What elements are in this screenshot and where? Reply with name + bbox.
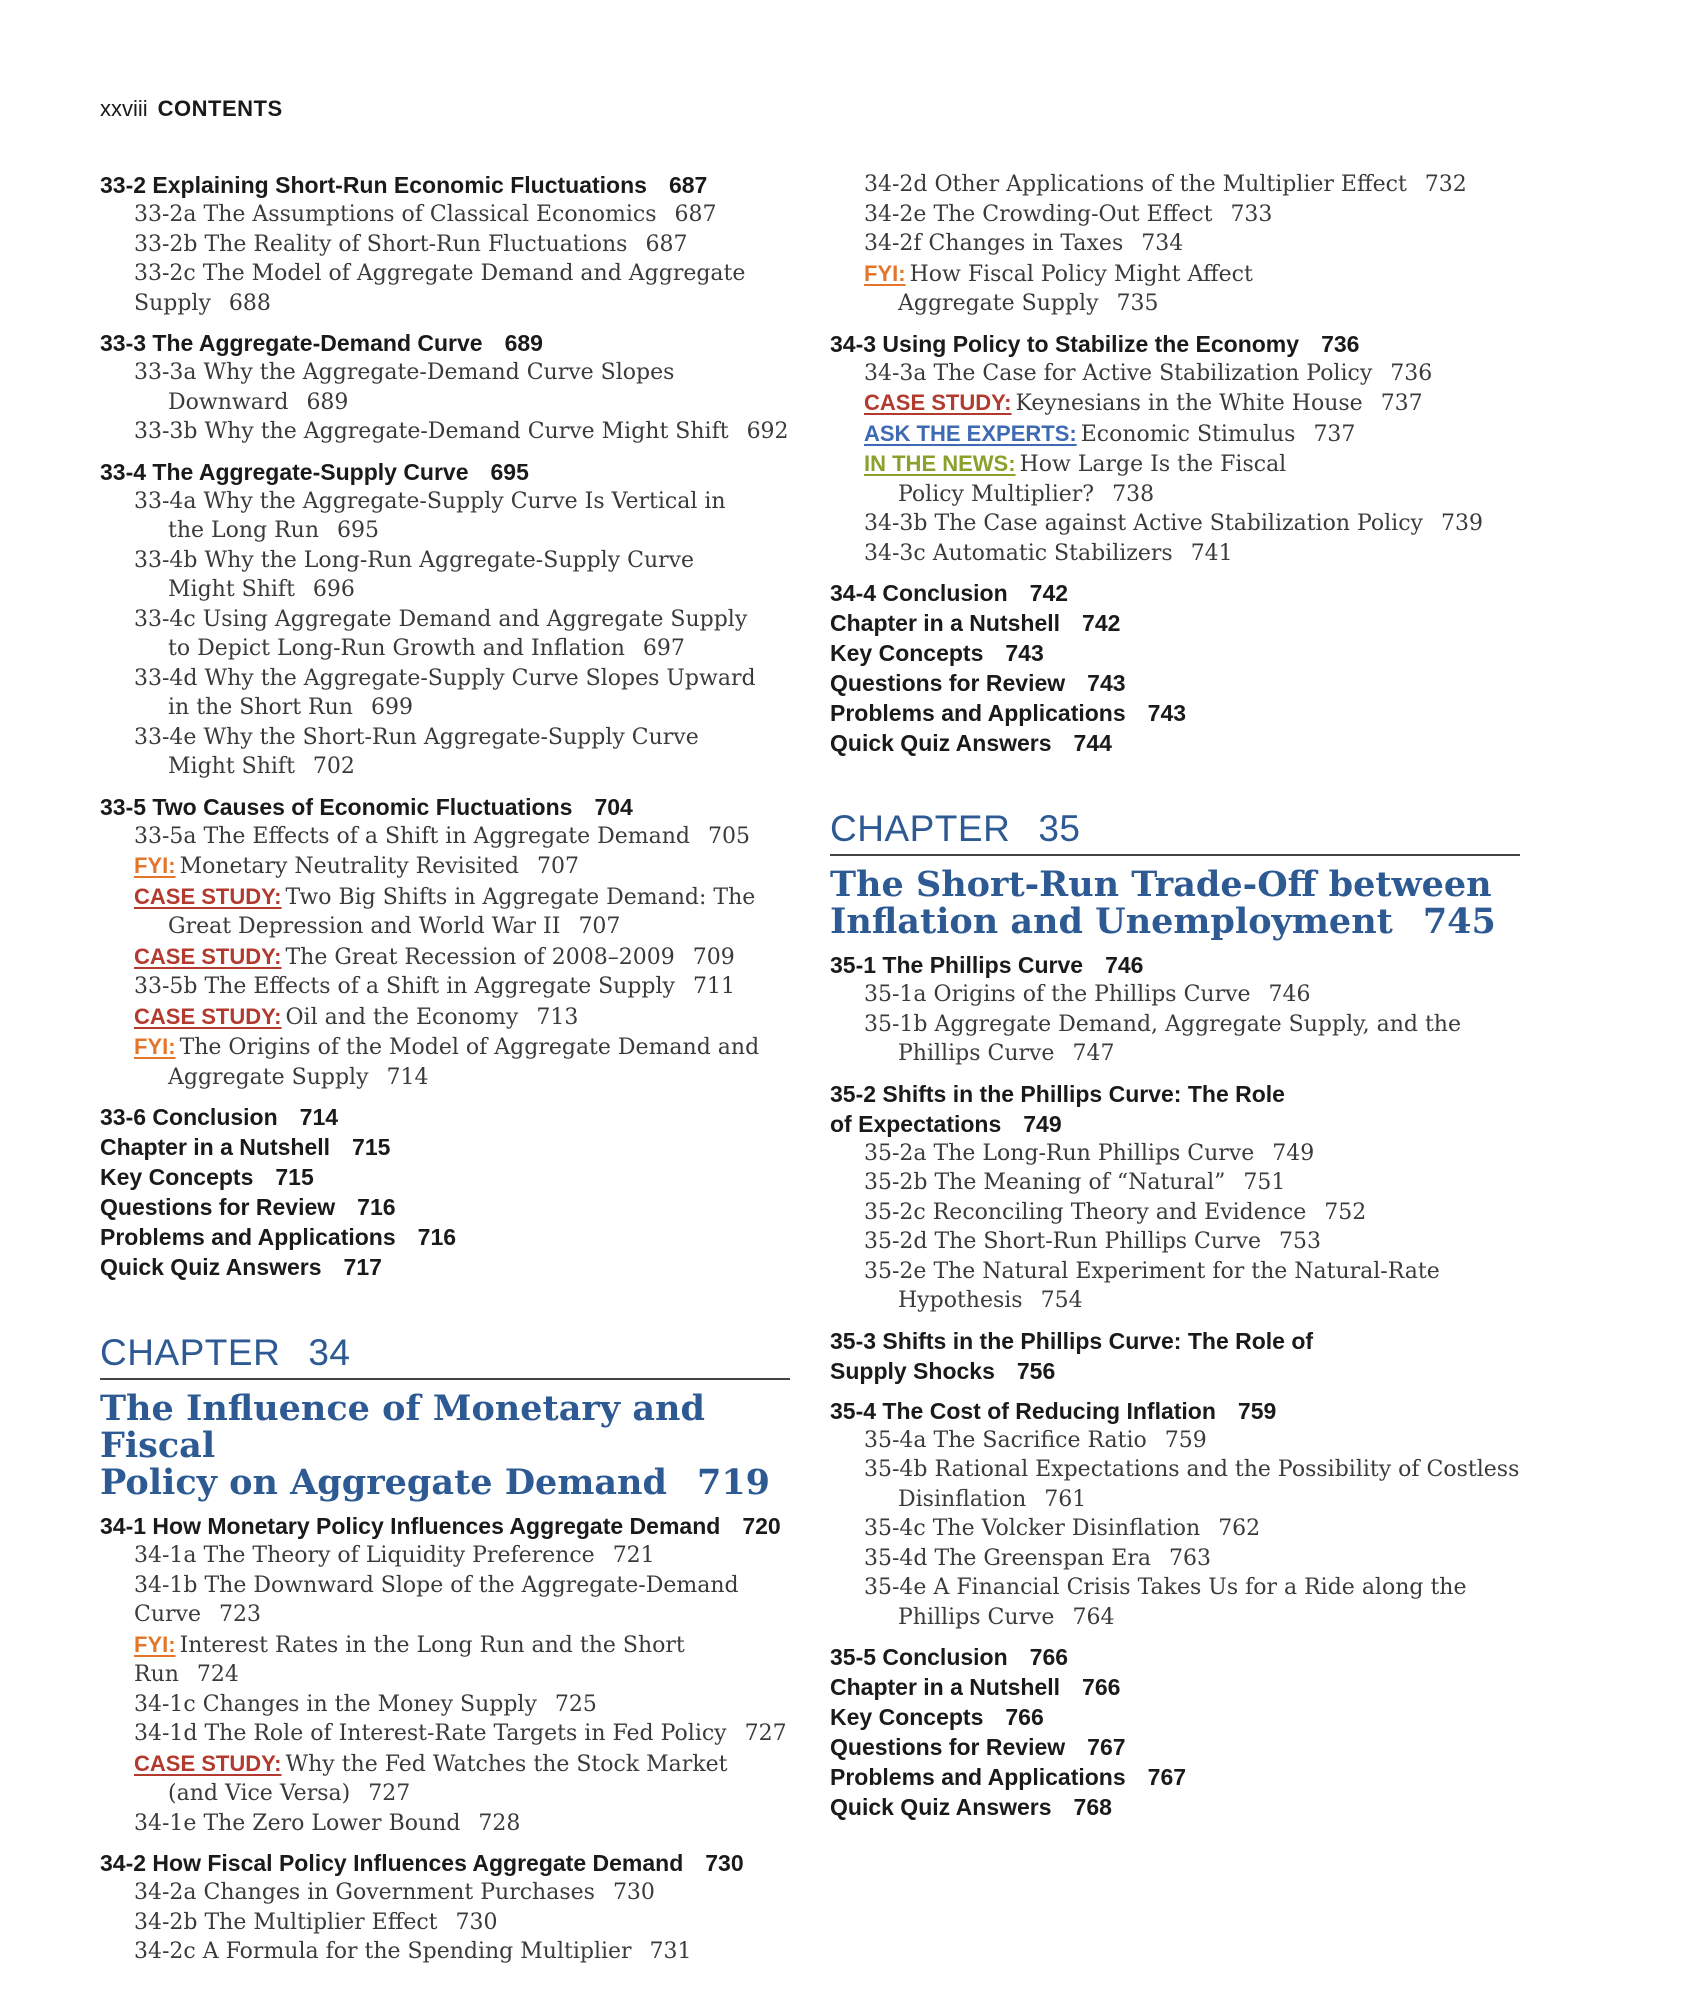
end-matter-page-number: 716 bbox=[417, 1224, 457, 1250]
subsection-title: How Fiscal Policy Might Affect bbox=[909, 261, 1253, 287]
end-matter-title: 34-4 Conclusion bbox=[830, 580, 1008, 606]
case-study-label: CASE STUDY: bbox=[134, 1003, 282, 1029]
subsection-page-number: 727 bbox=[744, 1721, 787, 1746]
end-matter-item[interactable] bbox=[830, 1732, 1520, 1762]
section-title: 34-3 Using Policy to Stabilize the Economy bbox=[830, 330, 1300, 357]
subsection-page-number: 759 bbox=[1164, 1427, 1207, 1453]
subsection-title-continued bbox=[864, 1039, 1520, 1069]
chapter-label: CHAPTER bbox=[100, 1332, 281, 1373]
subsection-title-continued-text: the Long Run bbox=[168, 518, 320, 543]
subsection-entry[interactable] bbox=[100, 942, 790, 973]
end-matter-page-number: 743 bbox=[1147, 700, 1187, 726]
subsection-entry[interactable] bbox=[100, 1032, 790, 1092]
subsection-entry[interactable] bbox=[830, 1227, 1520, 1257]
section-heading[interactable] bbox=[830, 950, 1520, 980]
subsection-title: Why the Fed Watches the Stock Market bbox=[285, 1751, 728, 1777]
subsection-title-continued-text: Disinflation bbox=[898, 1486, 1027, 1512]
section-page-number: 704 bbox=[594, 793, 633, 820]
subsection-entry[interactable] bbox=[100, 882, 790, 942]
subsection-title-continued-text: Phillips Curve bbox=[898, 1604, 1055, 1630]
subsection-title-continued bbox=[864, 1603, 1520, 1633]
subsection-page-number: 736 bbox=[1390, 360, 1433, 386]
subsection-entry[interactable] bbox=[830, 980, 1520, 1010]
subsection-title-continued bbox=[134, 634, 790, 664]
subsection-title: The Origins of the Model of Aggregate Demand and bbox=[179, 1035, 760, 1060]
subsection-title: 33-3a Why the Aggregate-Demand Curve Slopes bbox=[134, 360, 675, 385]
subsection-title-continued-text: Great Depression and World War II bbox=[168, 914, 561, 939]
subsection-entry[interactable] bbox=[830, 1139, 1520, 1169]
section-title: 33-2 Explaining Short-Run Economic Fluctuations bbox=[100, 172, 647, 198]
section-page-number: 759 bbox=[1237, 1397, 1277, 1424]
subsection-page-number: 751 bbox=[1243, 1170, 1286, 1195]
subsection-title-continued bbox=[134, 1779, 790, 1809]
section-page-number: 736 bbox=[1321, 330, 1360, 357]
page-title: CONTENTS bbox=[157, 96, 283, 121]
end-matter-page-number: 766 bbox=[1082, 1674, 1121, 1700]
subsection-title: 34-2e The Crowding-Out Effect bbox=[864, 201, 1213, 227]
subsection-page-number: 705 bbox=[708, 823, 751, 849]
subsection-page-number: 754 bbox=[1040, 1288, 1083, 1313]
section-title: 35-2 Shifts in the Phillips Curve: The Role bbox=[830, 1080, 1285, 1107]
subsection-entry[interactable] bbox=[830, 388, 1520, 419]
end-matter-item[interactable] bbox=[830, 578, 1520, 608]
subsection-page-number: 734 bbox=[1141, 231, 1184, 256]
subsection-entry[interactable] bbox=[100, 1719, 790, 1749]
chapter-page-number: 745 bbox=[1422, 901, 1496, 942]
subsection-page-number: 733 bbox=[1230, 201, 1273, 227]
end-matter-page-number: 715 bbox=[352, 1134, 391, 1160]
fyi-label: FYI: bbox=[864, 260, 906, 286]
subsection-page-number: 738 bbox=[1112, 481, 1155, 507]
subsection-entry[interactable] bbox=[830, 1544, 1520, 1574]
case-study-label: CASE STUDY: bbox=[134, 943, 282, 969]
end-matter-page-number: 766 bbox=[1029, 1644, 1069, 1670]
subsection-entry[interactable] bbox=[100, 822, 790, 852]
section-title-continued: Supply Shocks bbox=[830, 1357, 995, 1384]
end-matter-title: Chapter in a Nutshell bbox=[830, 1674, 1061, 1700]
subsection-title-continued-text: Phillips Curve bbox=[898, 1041, 1055, 1066]
end-matter-item[interactable] bbox=[100, 1222, 790, 1252]
subsection-entry[interactable] bbox=[830, 509, 1520, 539]
end-matter-page-number: 743 bbox=[1087, 670, 1126, 696]
chapter-label: CHAPTER bbox=[830, 808, 1011, 849]
case-study-label: CASE STUDY: bbox=[134, 883, 282, 909]
subsection-title-continued bbox=[134, 693, 790, 723]
end-matter-item[interactable] bbox=[830, 728, 1520, 758]
subsection-page-number: 752 bbox=[1324, 1199, 1367, 1225]
subsection-title: 33-4c Using Aggregate Demand and Aggregate Supply bbox=[134, 606, 748, 632]
subsection-title: 34-3c Automatic Stabilizers bbox=[864, 540, 1173, 566]
subsection-page-number: 724 bbox=[196, 1662, 239, 1687]
subsection-title-continued-text: Aggregate Supply bbox=[898, 291, 1099, 316]
subsection-title-continued-text: to Depict Long-Run Growth and Inflation bbox=[168, 636, 625, 661]
section-heading[interactable] bbox=[830, 1396, 1520, 1426]
subsection-title: Keynesians in the White House bbox=[1015, 391, 1363, 416]
subsection-page-number: 696 bbox=[312, 577, 355, 602]
chapter-title-line1: The Short-Run Trade-Off between bbox=[830, 864, 1492, 905]
subsection-page-number: 747 bbox=[1072, 1041, 1115, 1066]
subsection-title: 33-4a Why the Aggregate-Supply Curve Is Vertical in bbox=[134, 488, 726, 514]
end-matter-title: Quick Quiz Answers bbox=[100, 1254, 322, 1280]
subsection-title: 33-4e Why the Short-Run Aggregate-Supply Curve bbox=[134, 724, 699, 750]
subsection-page-number: 688 bbox=[228, 290, 271, 316]
subsection-page-number: 714 bbox=[386, 1064, 429, 1090]
subsection-page-number: 737 bbox=[1313, 421, 1356, 447]
subsection-page-number: 763 bbox=[1169, 1545, 1211, 1571]
subsection-entry[interactable] bbox=[830, 419, 1520, 450]
subsection-page-number: 692 bbox=[746, 419, 789, 444]
subsection-title-continued-text: Downward bbox=[168, 389, 289, 415]
ask-the-experts-label: ASK THE EXPERTS: bbox=[864, 420, 1077, 446]
subsection-title: 35-4c The Volcker Disinflation bbox=[864, 1516, 1201, 1541]
section-page-number: 756 bbox=[1016, 1357, 1056, 1384]
subsection-title: 33-2b The Reality of Short-Run Fluctuations bbox=[134, 231, 628, 257]
subsection-page-number: 695 bbox=[337, 518, 380, 543]
subsection-page-number: 735 bbox=[1116, 291, 1159, 316]
subsection-page-number: 687 bbox=[674, 202, 717, 227]
section-page-number: 687 bbox=[668, 172, 708, 198]
section-title: 34-1 How Monetary Policy Influences Aggregate Demand bbox=[100, 1513, 721, 1539]
end-matter-item[interactable] bbox=[830, 1672, 1520, 1702]
subsection-title: Monetary Neutrality Revisited bbox=[179, 854, 519, 879]
subsection-page-number: 749 bbox=[1272, 1140, 1315, 1166]
subsection-entry[interactable] bbox=[830, 229, 1520, 259]
subsection-title-continued-text: (and Vice Versa) bbox=[168, 1781, 351, 1806]
end-matter-title: Chapter in a Nutshell bbox=[100, 1134, 331, 1160]
page-number: xxviii bbox=[100, 96, 148, 121]
section-title: 33-5 Two Causes of Economic Fluctuations bbox=[100, 793, 573, 820]
subsection-title-continued-text: Policy Multiplier? bbox=[898, 481, 1095, 507]
end-matter-page-number: 766 bbox=[1005, 1704, 1044, 1730]
subsection-title-continued bbox=[134, 912, 790, 942]
subsection-entry[interactable] bbox=[100, 1809, 790, 1839]
end-matter-title: Quick Quiz Answers bbox=[830, 730, 1052, 756]
subsection-entry[interactable] bbox=[830, 449, 1520, 509]
fyi-label: FYI: bbox=[134, 1034, 176, 1059]
subsection-entry[interactable] bbox=[100, 417, 790, 447]
subsection-title: 34-3a The Case for Active Stabilization Policy bbox=[864, 360, 1373, 386]
subsection-title: 33-4d Why the Aggregate-Supply Curve Slopes Upward bbox=[134, 665, 756, 691]
section-heading[interactable] bbox=[100, 170, 790, 200]
section-page-number: 730 bbox=[705, 1850, 744, 1876]
section-heading[interactable] bbox=[100, 457, 790, 487]
subsection-entry[interactable] bbox=[100, 723, 790, 782]
subsection-page-number: 723 bbox=[218, 1602, 261, 1627]
section-page-number: 749 bbox=[1023, 1110, 1062, 1137]
subsection-page-number: 737 bbox=[1380, 391, 1423, 416]
subsection-entry[interactable] bbox=[100, 1571, 790, 1630]
end-matter-title: Questions for Review bbox=[830, 670, 1066, 696]
end-matter-page-number: 767 bbox=[1087, 1734, 1126, 1760]
subsection-title: 35-4b Rational Expectations and the Possibility of Costless bbox=[864, 1457, 1520, 1482]
subsection-title: 34-3b The Case against Active Stabilization Policy bbox=[864, 511, 1423, 536]
subsection-title: 35-4d The Greenspan Era bbox=[864, 1545, 1151, 1571]
subsection-title: 34-2c A Formula for the Spending Multiplier bbox=[134, 1939, 632, 1964]
subsection-title: How Large Is the Fiscal bbox=[1019, 452, 1287, 477]
subsection-entry[interactable] bbox=[830, 170, 1520, 200]
subsection-entry[interactable] bbox=[100, 972, 790, 1002]
fyi-label: FYI: bbox=[134, 853, 176, 878]
end-matter-item[interactable] bbox=[100, 1102, 790, 1132]
end-matter-page-number: 742 bbox=[1029, 580, 1069, 606]
subsection-title-continued bbox=[134, 516, 790, 546]
subsection-entry[interactable] bbox=[100, 1937, 790, 1967]
subsection-entry[interactable] bbox=[100, 1878, 790, 1908]
subsection-title: Economic Stimulus bbox=[1080, 421, 1296, 447]
chapter-title-line2: Policy on Aggregate Demand bbox=[100, 1462, 667, 1503]
section-page-number: 746 bbox=[1105, 952, 1144, 978]
end-matter-page-number: 714 bbox=[299, 1104, 339, 1130]
subsection-title-continued-text: Might Shift bbox=[168, 754, 295, 779]
subsection-page-number: 699 bbox=[370, 695, 413, 720]
end-matter-item[interactable] bbox=[830, 638, 1520, 668]
page-header bbox=[100, 96, 283, 122]
subsection-page-number: 707 bbox=[578, 914, 621, 939]
subsection-entry[interactable] bbox=[830, 259, 1520, 319]
subsection-title-continued bbox=[864, 1286, 1520, 1316]
subsection-page-number: 702 bbox=[312, 754, 355, 779]
subsection-title-continued bbox=[134, 388, 790, 418]
section-title-continued: of Expectations bbox=[830, 1110, 1002, 1137]
end-matter-page-number: 716 bbox=[357, 1194, 396, 1220]
subsection-page-number: 761 bbox=[1044, 1486, 1087, 1512]
subsection-title: 35-4e A Financial Crisis Takes Us for a Ride along the bbox=[864, 1575, 1467, 1600]
subsection-title: 34-2f Changes in Taxes bbox=[864, 231, 1124, 256]
subsection-entry[interactable] bbox=[100, 358, 790, 417]
in-the-news-label: IN THE NEWS: bbox=[864, 451, 1016, 476]
end-matter-item[interactable] bbox=[830, 668, 1520, 698]
subsection-entry[interactable] bbox=[830, 1198, 1520, 1228]
subsection-entry[interactable] bbox=[830, 1168, 1520, 1198]
subsection-title: 33-5a The Effects of a Shift in Aggregate Demand bbox=[134, 823, 691, 849]
chapter-heading bbox=[100, 1332, 790, 1380]
end-matter-item[interactable] bbox=[830, 1702, 1520, 1732]
subsection-entry[interactable] bbox=[100, 230, 790, 260]
subsection-title-continued-text: Might Shift bbox=[168, 577, 295, 602]
subsection-title-continued bbox=[134, 1063, 790, 1093]
subsection-entry[interactable] bbox=[100, 1541, 790, 1571]
end-matter-item[interactable] bbox=[830, 1642, 1520, 1672]
subsection-page-number: 711 bbox=[692, 974, 735, 999]
end-matter-page-number: 767 bbox=[1147, 1764, 1187, 1790]
end-matter-page-number: 717 bbox=[343, 1254, 382, 1280]
subsection-entry[interactable] bbox=[830, 1426, 1520, 1456]
subsection-title-continued bbox=[864, 480, 1520, 510]
subsection-title: 34-2d Other Applications of the Multiplier Effect bbox=[864, 172, 1407, 197]
end-matter-item[interactable] bbox=[830, 1762, 1520, 1792]
subsection-entry[interactable] bbox=[100, 1690, 790, 1720]
subsection-page-number: 713 bbox=[536, 1004, 579, 1030]
chapter-number: 34 bbox=[308, 1332, 351, 1373]
subsection-entry[interactable] bbox=[830, 359, 1520, 389]
subsection-title: 35-1a Origins of the Phillips Curve bbox=[864, 982, 1251, 1007]
end-matter-title: 33-6 Conclusion bbox=[100, 1104, 278, 1130]
subsection-entry[interactable] bbox=[830, 1257, 1520, 1316]
subsection-title-continued bbox=[864, 289, 1520, 319]
subsection-title-continued-text: Aggregate Supply bbox=[168, 1064, 369, 1090]
subsection-entry[interactable] bbox=[830, 1514, 1520, 1544]
chapter-number: 35 bbox=[1038, 808, 1081, 849]
subsection-page-number: 689 bbox=[306, 389, 349, 415]
end-matter-page-number: 742 bbox=[1082, 610, 1121, 636]
section-heading[interactable] bbox=[100, 1511, 790, 1541]
subsection-title: 35-2e The Natural Experiment for the Natural-Rate bbox=[864, 1258, 1440, 1284]
subsection-title: 35-2b The Meaning of “Natural” bbox=[864, 1170, 1226, 1195]
subsection-page-number: 731 bbox=[649, 1939, 692, 1964]
case-study-label: CASE STUDY: bbox=[134, 1750, 282, 1776]
end-matter-title: Quick Quiz Answers bbox=[830, 1794, 1052, 1820]
subsection-entry[interactable] bbox=[100, 487, 790, 546]
subsection-page-number: 730 bbox=[612, 1880, 655, 1905]
subsection-entry[interactable] bbox=[100, 605, 790, 664]
subsection-title-continued bbox=[864, 1485, 1520, 1515]
subsection-title: Two Big Shifts in Aggregate Demand: The bbox=[285, 884, 756, 910]
subsection-title: 33-2a The Assumptions of Classical Economics bbox=[134, 202, 657, 227]
subsection-page-number: 739 bbox=[1440, 511, 1483, 536]
subsection-title: 35-4a The Sacrifice Ratio bbox=[864, 1427, 1147, 1453]
end-matter-page-number: 744 bbox=[1073, 730, 1112, 756]
section-page-number: 695 bbox=[490, 458, 529, 485]
subsection-title: 34-1d The Role of Interest-Rate Targets in Fed Policy bbox=[134, 1721, 727, 1746]
subsection-page-number: 732 bbox=[1424, 172, 1467, 197]
subsection-title: 34-1b The Downward Slope of the Aggregate-Demand Curve bbox=[134, 1572, 739, 1627]
subsection-title: 34-2a Changes in Government Purchases bbox=[134, 1880, 595, 1905]
end-matter-page-number: 743 bbox=[1005, 640, 1044, 666]
subsection-page-number: 728 bbox=[478, 1810, 521, 1836]
subsection-entry[interactable] bbox=[830, 539, 1520, 569]
subsection-title: 35-1b Aggregate Demand, Aggregate Supply, and the bbox=[864, 1011, 1461, 1037]
subsection-title-continued bbox=[134, 575, 790, 605]
end-matter-page-number: 768 bbox=[1073, 1794, 1112, 1820]
chapter-title[interactable] bbox=[830, 866, 1520, 940]
subsection-entry[interactable] bbox=[100, 546, 790, 605]
subsection-entry[interactable] bbox=[830, 1010, 1520, 1069]
subsection-title: Oil and the Economy bbox=[285, 1004, 519, 1030]
subsection-page-number: 709 bbox=[692, 944, 735, 970]
subsection-page-number: 764 bbox=[1072, 1604, 1115, 1630]
end-matter-item[interactable] bbox=[100, 1132, 790, 1162]
end-matter-item[interactable] bbox=[830, 1792, 1520, 1822]
subsection-title: 33-5b The Effects of a Shift in Aggregate Supply bbox=[134, 974, 675, 999]
end-matter-page-number: 715 bbox=[275, 1164, 314, 1190]
subsection-entry[interactable] bbox=[830, 1573, 1520, 1632]
section-title: 33-3 The Aggregate-Demand Curve bbox=[100, 330, 483, 356]
section-heading[interactable] bbox=[100, 792, 790, 822]
chapter-title-line2: Inflation and Unemployment bbox=[830, 901, 1393, 942]
subsection-entry[interactable] bbox=[100, 1749, 790, 1809]
subsection-page-number: 746 bbox=[1268, 982, 1311, 1007]
subsection-title: 34-1c Changes in the Money Supply bbox=[134, 1691, 537, 1717]
section-title: 35-3 Shifts in the Phillips Curve: The Role of bbox=[830, 1327, 1314, 1354]
chapter-title[interactable] bbox=[100, 1390, 790, 1501]
subsection-title: 35-2a The Long-Run Phillips Curve bbox=[864, 1140, 1255, 1166]
subsection-title: 33-3b Why the Aggregate-Demand Curve Might Shift bbox=[134, 419, 729, 444]
subsection-entry[interactable] bbox=[100, 1002, 790, 1033]
end-matter-title: Problems and Applications bbox=[830, 1764, 1126, 1790]
subsection-title: 33-2c The Model of Aggregate Demand and Aggregate Supply bbox=[134, 261, 746, 316]
subsection-entry[interactable] bbox=[100, 200, 790, 230]
subsection-title: 34-1a The Theory of Liquidity Preference bbox=[134, 1543, 595, 1568]
subsection-page-number: 707 bbox=[536, 854, 579, 879]
section-heading[interactable] bbox=[830, 329, 1520, 359]
end-matter-title: Problems and Applications bbox=[830, 700, 1126, 726]
end-matter-title: 35-5 Conclusion bbox=[830, 1644, 1008, 1670]
end-matter-title: Key Concepts bbox=[100, 1164, 254, 1190]
subsection-page-number: 730 bbox=[455, 1909, 498, 1935]
subsection-title-continued bbox=[134, 752, 790, 782]
section-heading[interactable] bbox=[830, 1326, 1520, 1386]
subsection-title: 33-4b Why the Long-Run Aggregate-Supply Curve bbox=[134, 547, 695, 573]
chapter-title-line1: The Influence of Monetary and Fiscal bbox=[100, 1388, 705, 1466]
subsection-entry[interactable] bbox=[830, 200, 1520, 230]
section-title: 34-2 How Fiscal Policy Influences Aggregate Demand bbox=[100, 1850, 684, 1876]
subsection-title: 34-2b The Multiplier Effect bbox=[134, 1909, 438, 1935]
end-matter-title: Questions for Review bbox=[100, 1194, 336, 1220]
end-matter-title: Chapter in a Nutshell bbox=[830, 610, 1061, 636]
end-matter-item[interactable] bbox=[100, 1252, 790, 1282]
subsection-page-number: 753 bbox=[1278, 1229, 1321, 1254]
end-matter-title: Problems and Applications bbox=[100, 1224, 396, 1250]
fyi-label: FYI: bbox=[134, 1631, 176, 1657]
subsection-entry[interactable] bbox=[100, 851, 790, 882]
subsection-title-continued-text: Hypothesis bbox=[898, 1288, 1023, 1313]
subsection-page-number: 762 bbox=[1218, 1516, 1261, 1541]
subsection-page-number: 687 bbox=[645, 231, 688, 257]
subsection-title: 35-2d The Short-Run Phillips Curve bbox=[864, 1229, 1261, 1254]
end-matter-item[interactable] bbox=[100, 1192, 790, 1222]
left-column bbox=[100, 170, 790, 1967]
subsection-page-number: 725 bbox=[554, 1691, 597, 1717]
subsection-title: 34-1e The Zero Lower Bound bbox=[134, 1810, 461, 1836]
subsection-title: 35-2c Reconciling Theory and Evidence bbox=[864, 1199, 1307, 1225]
section-title: 33-4 The Aggregate-Supply Curve bbox=[100, 458, 469, 485]
right-column bbox=[830, 170, 1520, 1822]
section-title: 35-4 The Cost of Reducing Inflation bbox=[830, 1397, 1216, 1424]
subsection-title: Interest Rates in the Long Run and the Short Run bbox=[134, 1632, 685, 1687]
subsection-title-continued-text: in the Short Run bbox=[168, 695, 353, 720]
subsection-page-number: 727 bbox=[368, 1781, 411, 1806]
subsection-entry[interactable] bbox=[100, 664, 790, 723]
subsection-entry[interactable] bbox=[100, 1908, 790, 1938]
subsection-page-number: 721 bbox=[612, 1543, 655, 1568]
subsection-page-number: 741 bbox=[1190, 540, 1233, 566]
end-matter-item[interactable] bbox=[830, 608, 1520, 638]
chapter-heading bbox=[830, 808, 1520, 856]
subsection-page-number: 697 bbox=[642, 636, 685, 661]
end-matter-item[interactable] bbox=[100, 1162, 790, 1192]
case-study-label: CASE STUDY: bbox=[864, 390, 1012, 415]
subsection-entry[interactable] bbox=[100, 1630, 790, 1690]
section-heading[interactable] bbox=[100, 1848, 790, 1878]
section-page-number: 689 bbox=[504, 330, 543, 356]
end-matter-item[interactable] bbox=[830, 698, 1520, 728]
end-matter-title: Questions for Review bbox=[830, 1734, 1066, 1760]
subsection-title: The Great Recession of 2008–2009 bbox=[285, 944, 675, 970]
section-title: 35-1 The Phillips Curve bbox=[830, 952, 1084, 978]
subsection-entry[interactable] bbox=[830, 1455, 1520, 1514]
section-heading[interactable] bbox=[100, 328, 790, 358]
chapter-page-number: 719 bbox=[696, 1462, 771, 1503]
section-heading[interactable] bbox=[830, 1079, 1520, 1139]
end-matter-title: Key Concepts bbox=[830, 640, 984, 666]
end-matter-title: Key Concepts bbox=[830, 1704, 984, 1730]
section-page-number: 720 bbox=[742, 1513, 781, 1539]
subsection-entry[interactable] bbox=[100, 259, 790, 318]
